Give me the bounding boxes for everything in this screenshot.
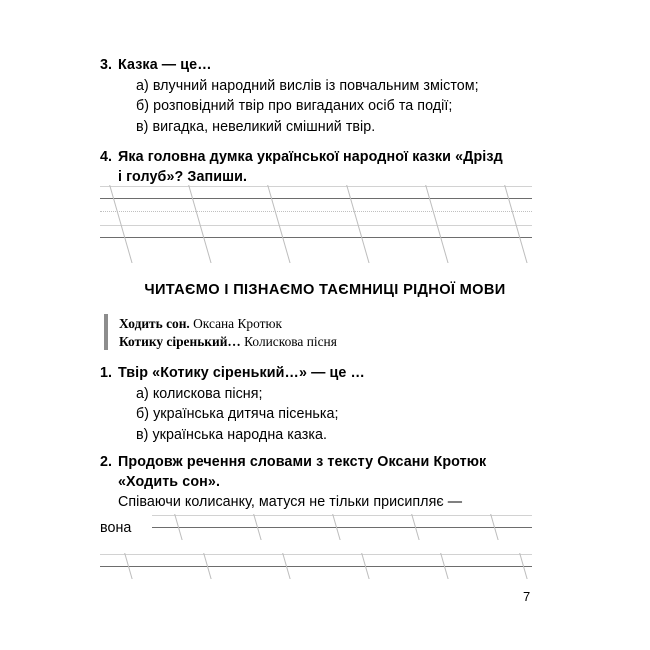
question-4-prompt-row-1: [100, 148, 540, 168]
question-1b-number: 1.: [100, 365, 113, 381]
question-1b-block: [100, 364, 540, 445]
question-3-number: 3.: [100, 57, 113, 73]
ruling-slant-guide: [424, 185, 450, 263]
ruling-line-light: [152, 515, 532, 516]
question-3-option-a: а) влучний народний вислів із повчальним змістом;: [136, 77, 479, 94]
question-1b-option-c: в) українська народна казка.: [136, 426, 327, 443]
answer-writing-area-question-4[interactable]: [100, 185, 532, 263]
source-item-1-title: Ходить сон.: [119, 316, 190, 331]
ruling-line-baseline: [100, 566, 532, 567]
ruling-line-dotted-midline: [100, 211, 532, 212]
question-3-prompt: Казка — це…: [118, 57, 212, 73]
question-1b-option-b: б) українська дитяча пісенька;: [136, 406, 339, 422]
section-heading: ЧИТАЄМО І ПІЗНАЄМО ТАЄМНИЦІ РІДНОЇ МОВИ: [144, 282, 506, 298]
question-2b-block: [100, 453, 540, 512]
answer-writing-area-question-2b-row-1[interactable]: [152, 514, 532, 540]
question-2b-prompt-line-2: «Ходить сон».: [118, 473, 221, 490]
question-2b-number: 2.: [100, 454, 113, 470]
question-3-option-c: в) вигадка, невеликий смішний твір.: [136, 118, 376, 135]
ruling-slant-guide: [108, 185, 134, 263]
page-number: 7: [523, 589, 531, 604]
ruling-line-light: [100, 554, 532, 555]
ruling-slant-guide: [503, 185, 529, 263]
question-4-number: 4.: [100, 149, 113, 165]
source-item-2-title: Котику сіренький…: [119, 333, 241, 349]
question-1b-option-a: а) колискова пісня;: [136, 385, 263, 402]
ruling-slant-guide: [266, 185, 292, 263]
question-3-block: [100, 56, 540, 137]
source-list: [119, 314, 337, 350]
source-accent-bar: [104, 314, 108, 350]
question-4-prompt-line-1: Яка головна думка української народної казки «Дрізд: [118, 149, 503, 165]
ruling-line-baseline: [100, 198, 532, 199]
ruling-line-baseline: [100, 237, 532, 238]
ruling-line-light: [100, 186, 532, 187]
reading-source-block: [104, 314, 337, 350]
question-2b-prompt-row-2: [100, 473, 540, 493]
question-3-option-b: б) розповідний твір про вигаданих осіб та події;: [136, 98, 453, 114]
question-3-prompt-row: [100, 56, 540, 76]
question-2b-sentence-start: Співаючи колисанку, матуся не тільки присипляє —: [118, 494, 463, 510]
question-1b-prompt: Твір «Котику сіренький…» — це …: [118, 365, 365, 381]
question-2b-prompt-row-1: [100, 453, 540, 473]
source-item-1-author: Оксана Кротюк: [193, 316, 282, 331]
question-4-block: [100, 148, 540, 187]
question-4-prompt-line-2: і голуб»? Запиши.: [118, 168, 248, 185]
source-item-1: [119, 315, 337, 333]
ruling-slant-guide: [345, 185, 371, 263]
ruling-line-baseline: [152, 527, 532, 528]
question-1b-prompt-row: [100, 364, 540, 384]
question-2b-continuation-word: вона: [100, 520, 132, 536]
question-2b-prompt-line-1: Продовж речення словами з тексту Оксани Кротюк: [118, 454, 487, 470]
source-item-2: [119, 333, 337, 351]
source-item-2-author: Колискова пісня: [244, 333, 337, 349]
answer-writing-area-question-2b-row-2[interactable]: [100, 553, 532, 579]
ruling-line-light: [100, 225, 532, 226]
ruling-slant-guide: [187, 185, 213, 263]
